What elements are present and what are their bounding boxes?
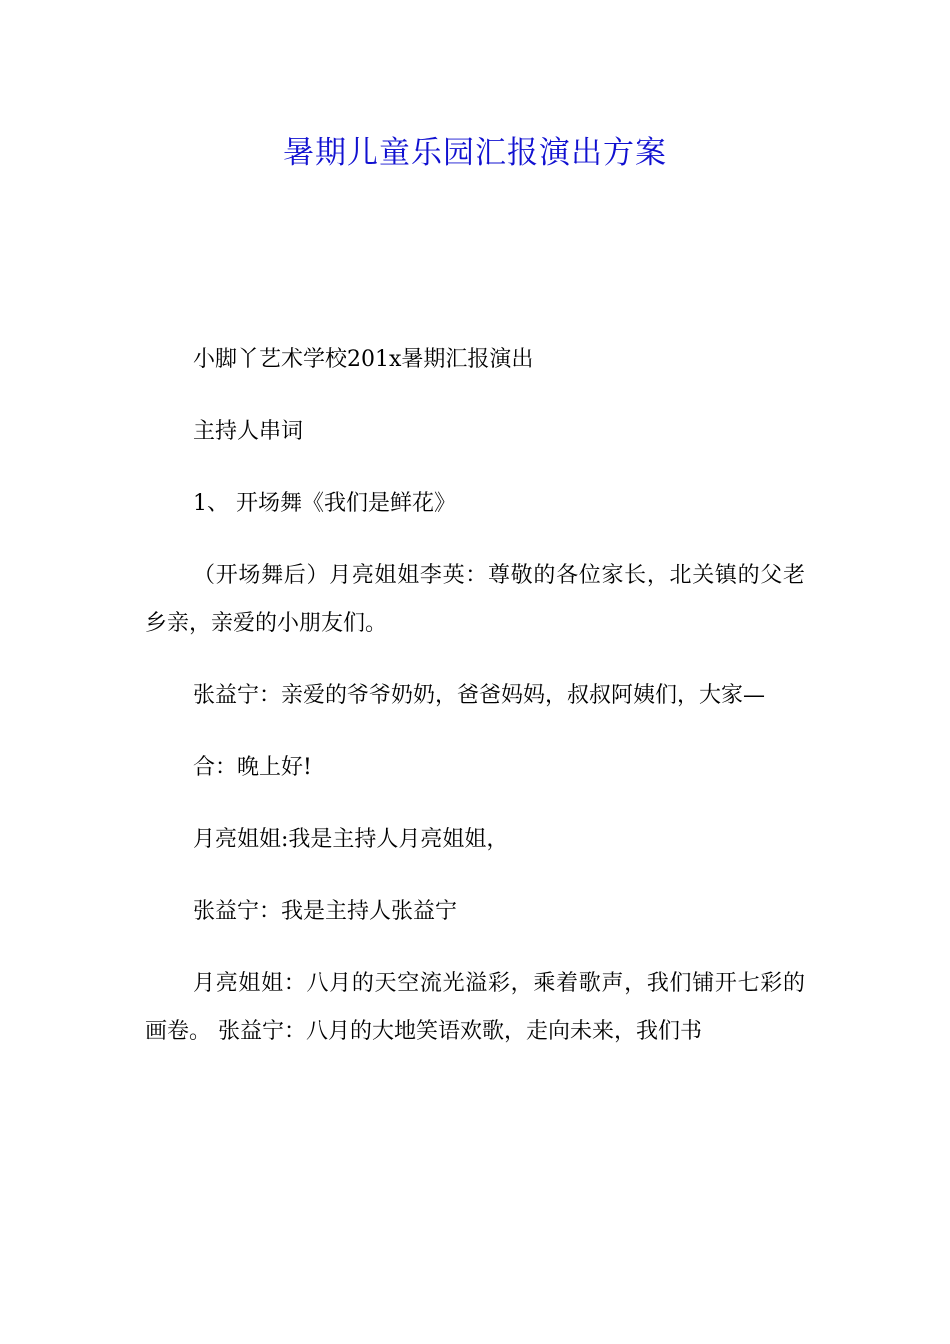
paragraph-moon-sister-intro: 月亮姐姐:我是主持人月亮姐姐， (193, 827, 509, 852)
paragraph-school-event: 小脚丫艺术学校201x暑期汇报演出 (193, 347, 534, 372)
paragraph-zhang-yining-greeting: 张益宁：亲爱的爷爷奶奶，爸爸妈妈，叔叔阿姨们，大家— (193, 683, 766, 708)
paragraph-moon-sister-greeting: （开场舞后）月亮姐姐李英：尊敬的各位家长，北关镇的父老乡亲，亲爱的小朋友们。 (145, 563, 805, 636)
document-body (145, 336, 805, 1080)
paragraph-together-good-evening: 合：晚上好! (193, 755, 312, 780)
paragraph-opening-dance: 1、 开场舞《我们是鲜花》 (193, 491, 456, 516)
document-title: 暑期儿童乐园汇报演出方案 (283, 135, 667, 171)
paragraph-zhang-yining-intro: 张益宁：我是主持人张益宁 (193, 899, 458, 924)
paragraph-august-lines: 月亮姐姐：八月的天空流光溢彩，乘着歌声，我们铺开七彩的画卷。 张益宁：八月的大地笑语欢歌，走向未来，我们书 (145, 971, 805, 1044)
paragraph-host-script-heading: 主持人串词 (193, 419, 304, 444)
